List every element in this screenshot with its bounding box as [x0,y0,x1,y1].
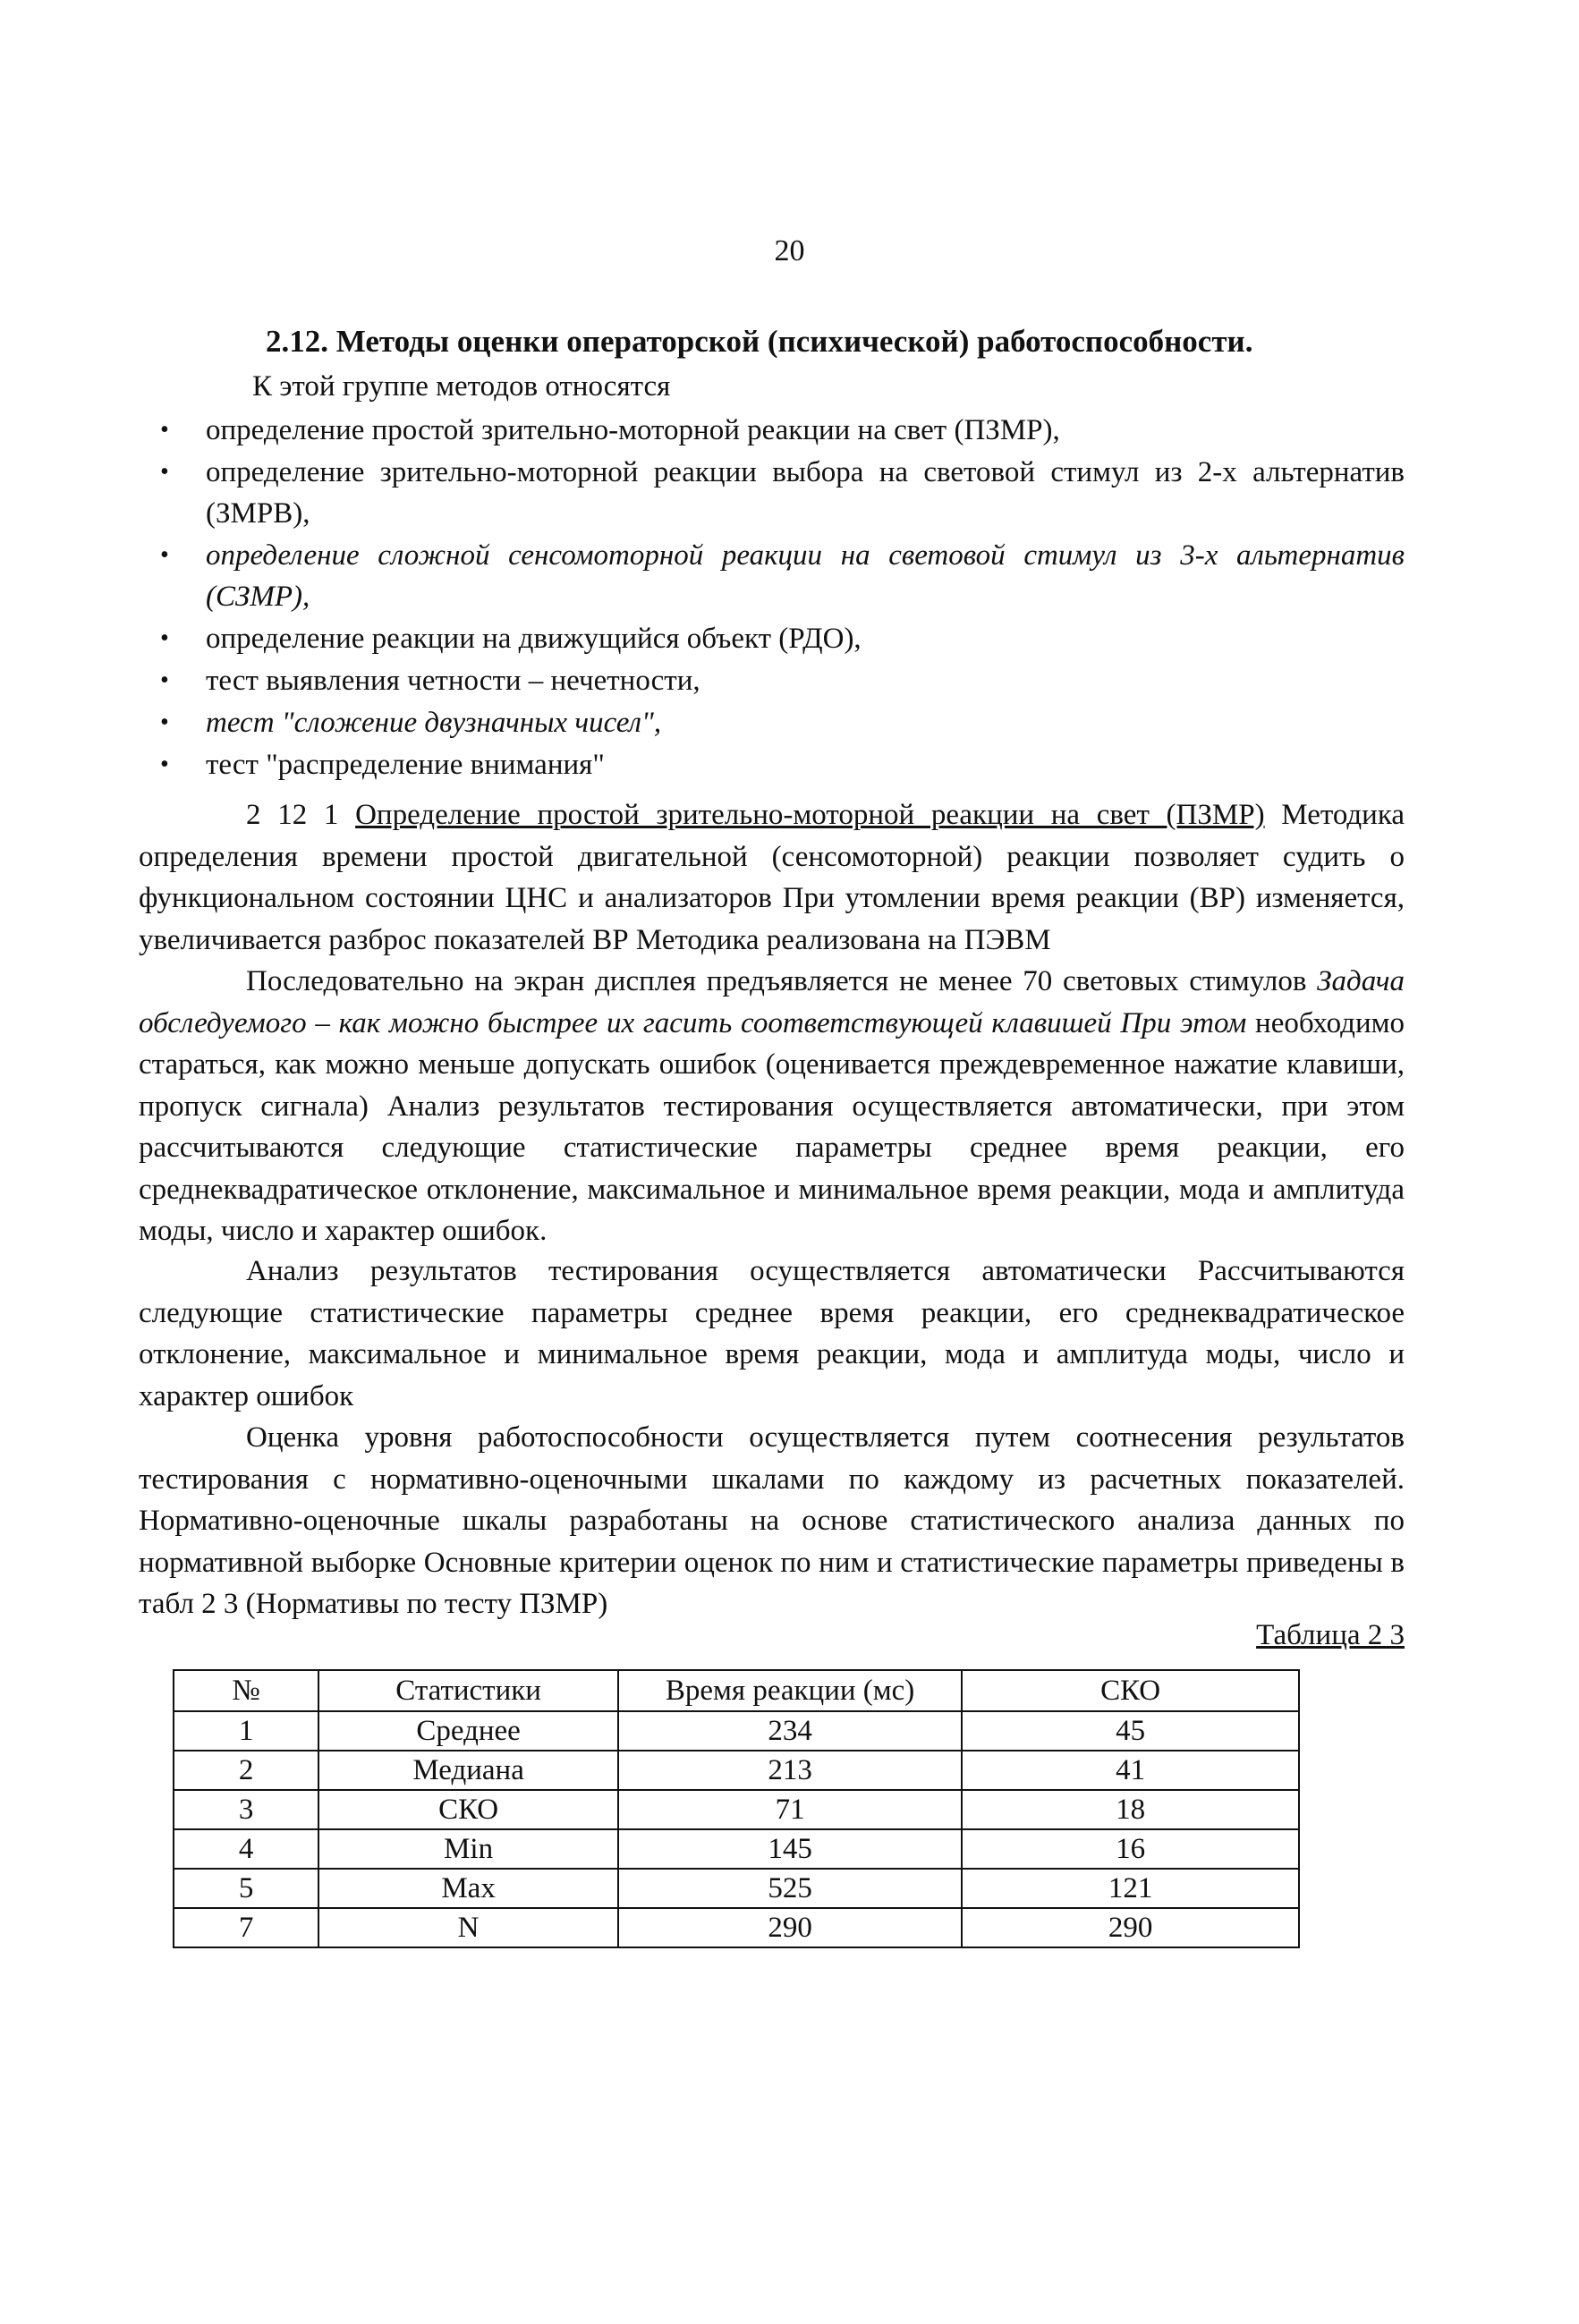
table-row [174,1829,1299,1869]
list-item [157,660,1405,701]
bullet-icon: • [160,458,169,486]
list-item-text: определение простой зрительно-моторной реакции на свет (ПЗМР), [206,414,1060,446]
method-list [157,410,1405,786]
paragraph-text: необходимо стараться, как можно меньше допускать ошибок (оценивается преждевременное нажатие клавиши, пропуск сигнала) Анализ результатов тестирования осуществляется автоматически, при этом рассчитываются следующие статистические параметры среднее время реакции, его среднеквадратическое отклонение, максимальное и минимальное время реакции, мода и амплитуда моды, число и характер ошибок. [139,1006,1405,1247]
paragraph-pzmr-definition [139,794,1405,961]
table-cell: 121 [962,1869,1299,1908]
table-cell: 5 [174,1869,318,1908]
table-caption: Таблица 2 3 [1256,1619,1405,1651]
table-cell: СКО [318,1790,618,1829]
table-cell: 525 [618,1869,962,1908]
table-cell: 213 [618,1751,962,1790]
table-cell: 4 [174,1829,318,1869]
table-row [174,1751,1299,1790]
table-cell: 18 [962,1790,1299,1829]
subsection-number: 2 12 1 [246,799,339,831]
paragraph-text-italic: Задача обследуемого – как можно быстрее их гасить соответствующей клавишей При этом [139,965,1405,1039]
paragraph-text: Анализ результатов тестирования осуществляется автоматически Рассчитываются следующие статистические параметры среднее время реакции, его среднеквадратическое отклонение, максимальное и минимальное время реакции, мода и амплитуда моды, число и характер ошибок [139,1255,1405,1412]
list-item [157,410,1405,451]
column-header-sko: СКО [962,1670,1299,1711]
list-item-text: тест "сложение двузначных чисел", [206,707,662,739]
list-item [157,452,1405,534]
table-cell: Среднее [318,1711,618,1751]
paragraph-analysis [139,1251,1405,1417]
table-cell: 290 [962,1908,1299,1947]
norms-table [173,1669,1300,1948]
list-item-text: определение реакции на движущийся объект (РДО), [206,623,862,655]
column-header-reaction-time: Время реакции (мс) [618,1670,962,1711]
list-item [157,535,1405,617]
paragraph-text: Методика определения времени простой двигательной (сенсомоторной) реакции позволяет судить о функциональном состоянии ЦНС и анализаторов При утомлении время реакции (ВР) изменяется, увеличивается разброс показателей ВР Методика реализована на ПЭВМ [139,799,1405,956]
table-cell: 145 [618,1829,962,1869]
paragraph-text: Последовательно на экран дисплея предъявляется не менее 70 световых стимулов [246,965,1307,997]
paragraph-text: Оценка уровня работоспособности осуществляется путем соотнесения результатов тестирования с нормативно-оценочными шкалами по каждому из расчетных показателей. Нормативно-оценочные шкалы разработаны на основе статистического анализа данных по нормативной выборке Основные критерии оценок по ним и статистические параметры приведены в табл 2 3 (Нормативы по тесту ПЗМР) [139,1421,1405,1620]
list-item-text: тест "распределение внимания" [206,749,605,781]
bullet-icon: • [160,666,169,694]
list-item-text: определение сложной сенсомоторной реакции на световой стимул из 3-х альтернатив (СЗМР), [206,539,1405,613]
subsection-title: Определение простой зрительно-моторной реакции на свет (ПЗМР) [355,799,1265,831]
paragraph-procedure [139,961,1405,1252]
bullet-icon: • [160,416,169,444]
bullet-icon: • [160,708,169,736]
table-cell: 71 [618,1790,962,1829]
list-item [157,618,1405,659]
list-item [157,744,1405,785]
table-cell: Медиана [318,1751,618,1790]
table-cell: 3 [174,1790,318,1829]
table-header-row [174,1670,1299,1711]
table-cell: 16 [962,1829,1299,1869]
table-cell: Min [318,1829,618,1869]
table-cell: 2 [174,1751,318,1790]
paragraph-assessment [139,1417,1405,1625]
table-row [174,1790,1299,1829]
table-cell: 41 [962,1751,1299,1790]
bullet-icon: • [160,541,169,569]
table-cell: N [318,1908,618,1947]
table-cell: Max [318,1869,618,1908]
bullet-icon: • [160,751,169,778]
list-item-text: определение зрительно-моторной реакции выбора на световой стимул из 2-х альтернатив (ЗМРВ), [206,456,1405,530]
table-cell: 1 [174,1711,318,1751]
intro-line: К этой группе методов относятся [252,370,671,403]
table-cell: 234 [618,1711,962,1751]
table-row [174,1869,1299,1908]
table-row [174,1711,1299,1751]
section-heading: 2.12. Методы оценки операторской (психической) работоспособности. [266,324,1253,359]
table-cell: 45 [962,1711,1299,1751]
list-item-text: тест выявления четности – нечетности, [206,665,700,697]
column-header-statistic: Статистики [318,1670,618,1711]
table-row [174,1908,1299,1947]
table-cell: 7 [174,1908,318,1947]
list-item [157,702,1405,743]
column-header-number: № [174,1670,318,1711]
page-number: 20 [774,234,805,267]
table-cell: 290 [618,1908,962,1947]
bullet-icon: • [160,624,169,652]
